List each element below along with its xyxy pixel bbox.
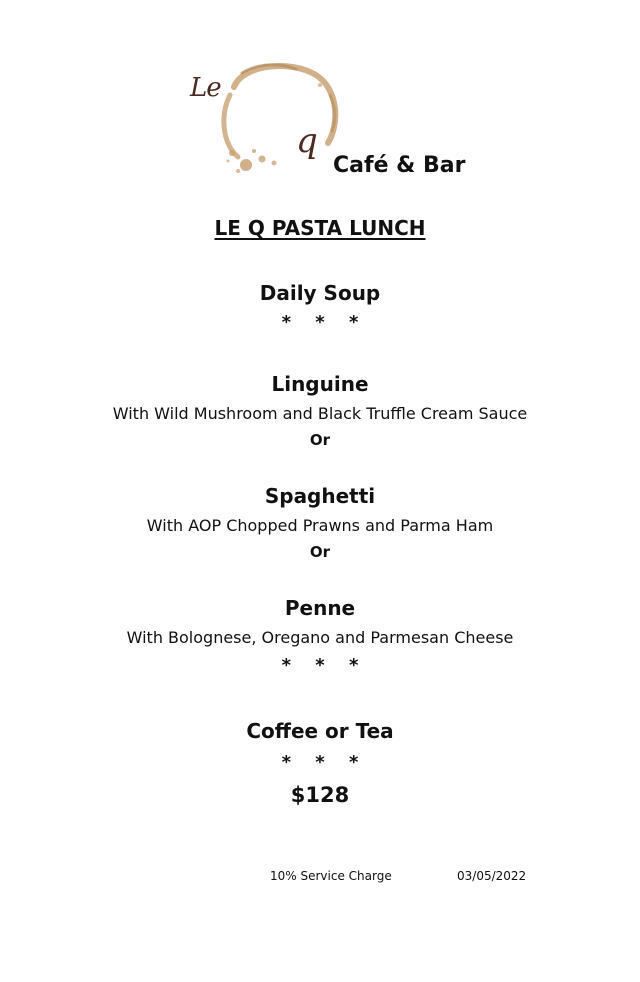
or-label: Or	[309, 543, 331, 561]
menu-date: 03/05/2022	[457, 869, 527, 883]
separator-stars: * * *	[281, 312, 359, 333]
separator-stars: * * *	[281, 655, 359, 676]
logo	[180, 55, 470, 195]
separator-stars: * * *	[281, 752, 359, 773]
logo-q-text: q	[296, 121, 318, 161]
or-label: Or	[309, 431, 331, 449]
menu-title: LE Q PASTA LUNCH	[214, 216, 426, 240]
service-charge-note: 10% Service Charge	[270, 869, 392, 883]
price: $128	[290, 783, 350, 807]
course-spaghetti: Spaghetti	[264, 484, 376, 508]
course-soup: Daily Soup	[259, 281, 381, 305]
penne-description: With Bolognese, Oregano and Parmesan Cheese	[126, 628, 514, 647]
course-drink: Coffee or Tea	[246, 719, 394, 743]
course-penne: Penne	[284, 596, 356, 620]
course-linguine: Linguine	[271, 372, 369, 396]
linguine-description: With Wild Mushroom and Black Truffle Cream Sauce	[112, 404, 528, 423]
logo-subtitle: Café & Bar	[333, 153, 466, 178]
logo-le-text: Le	[190, 73, 221, 103]
spaghetti-description: With AOP Chopped Prawns and Parma Ham	[146, 516, 494, 535]
